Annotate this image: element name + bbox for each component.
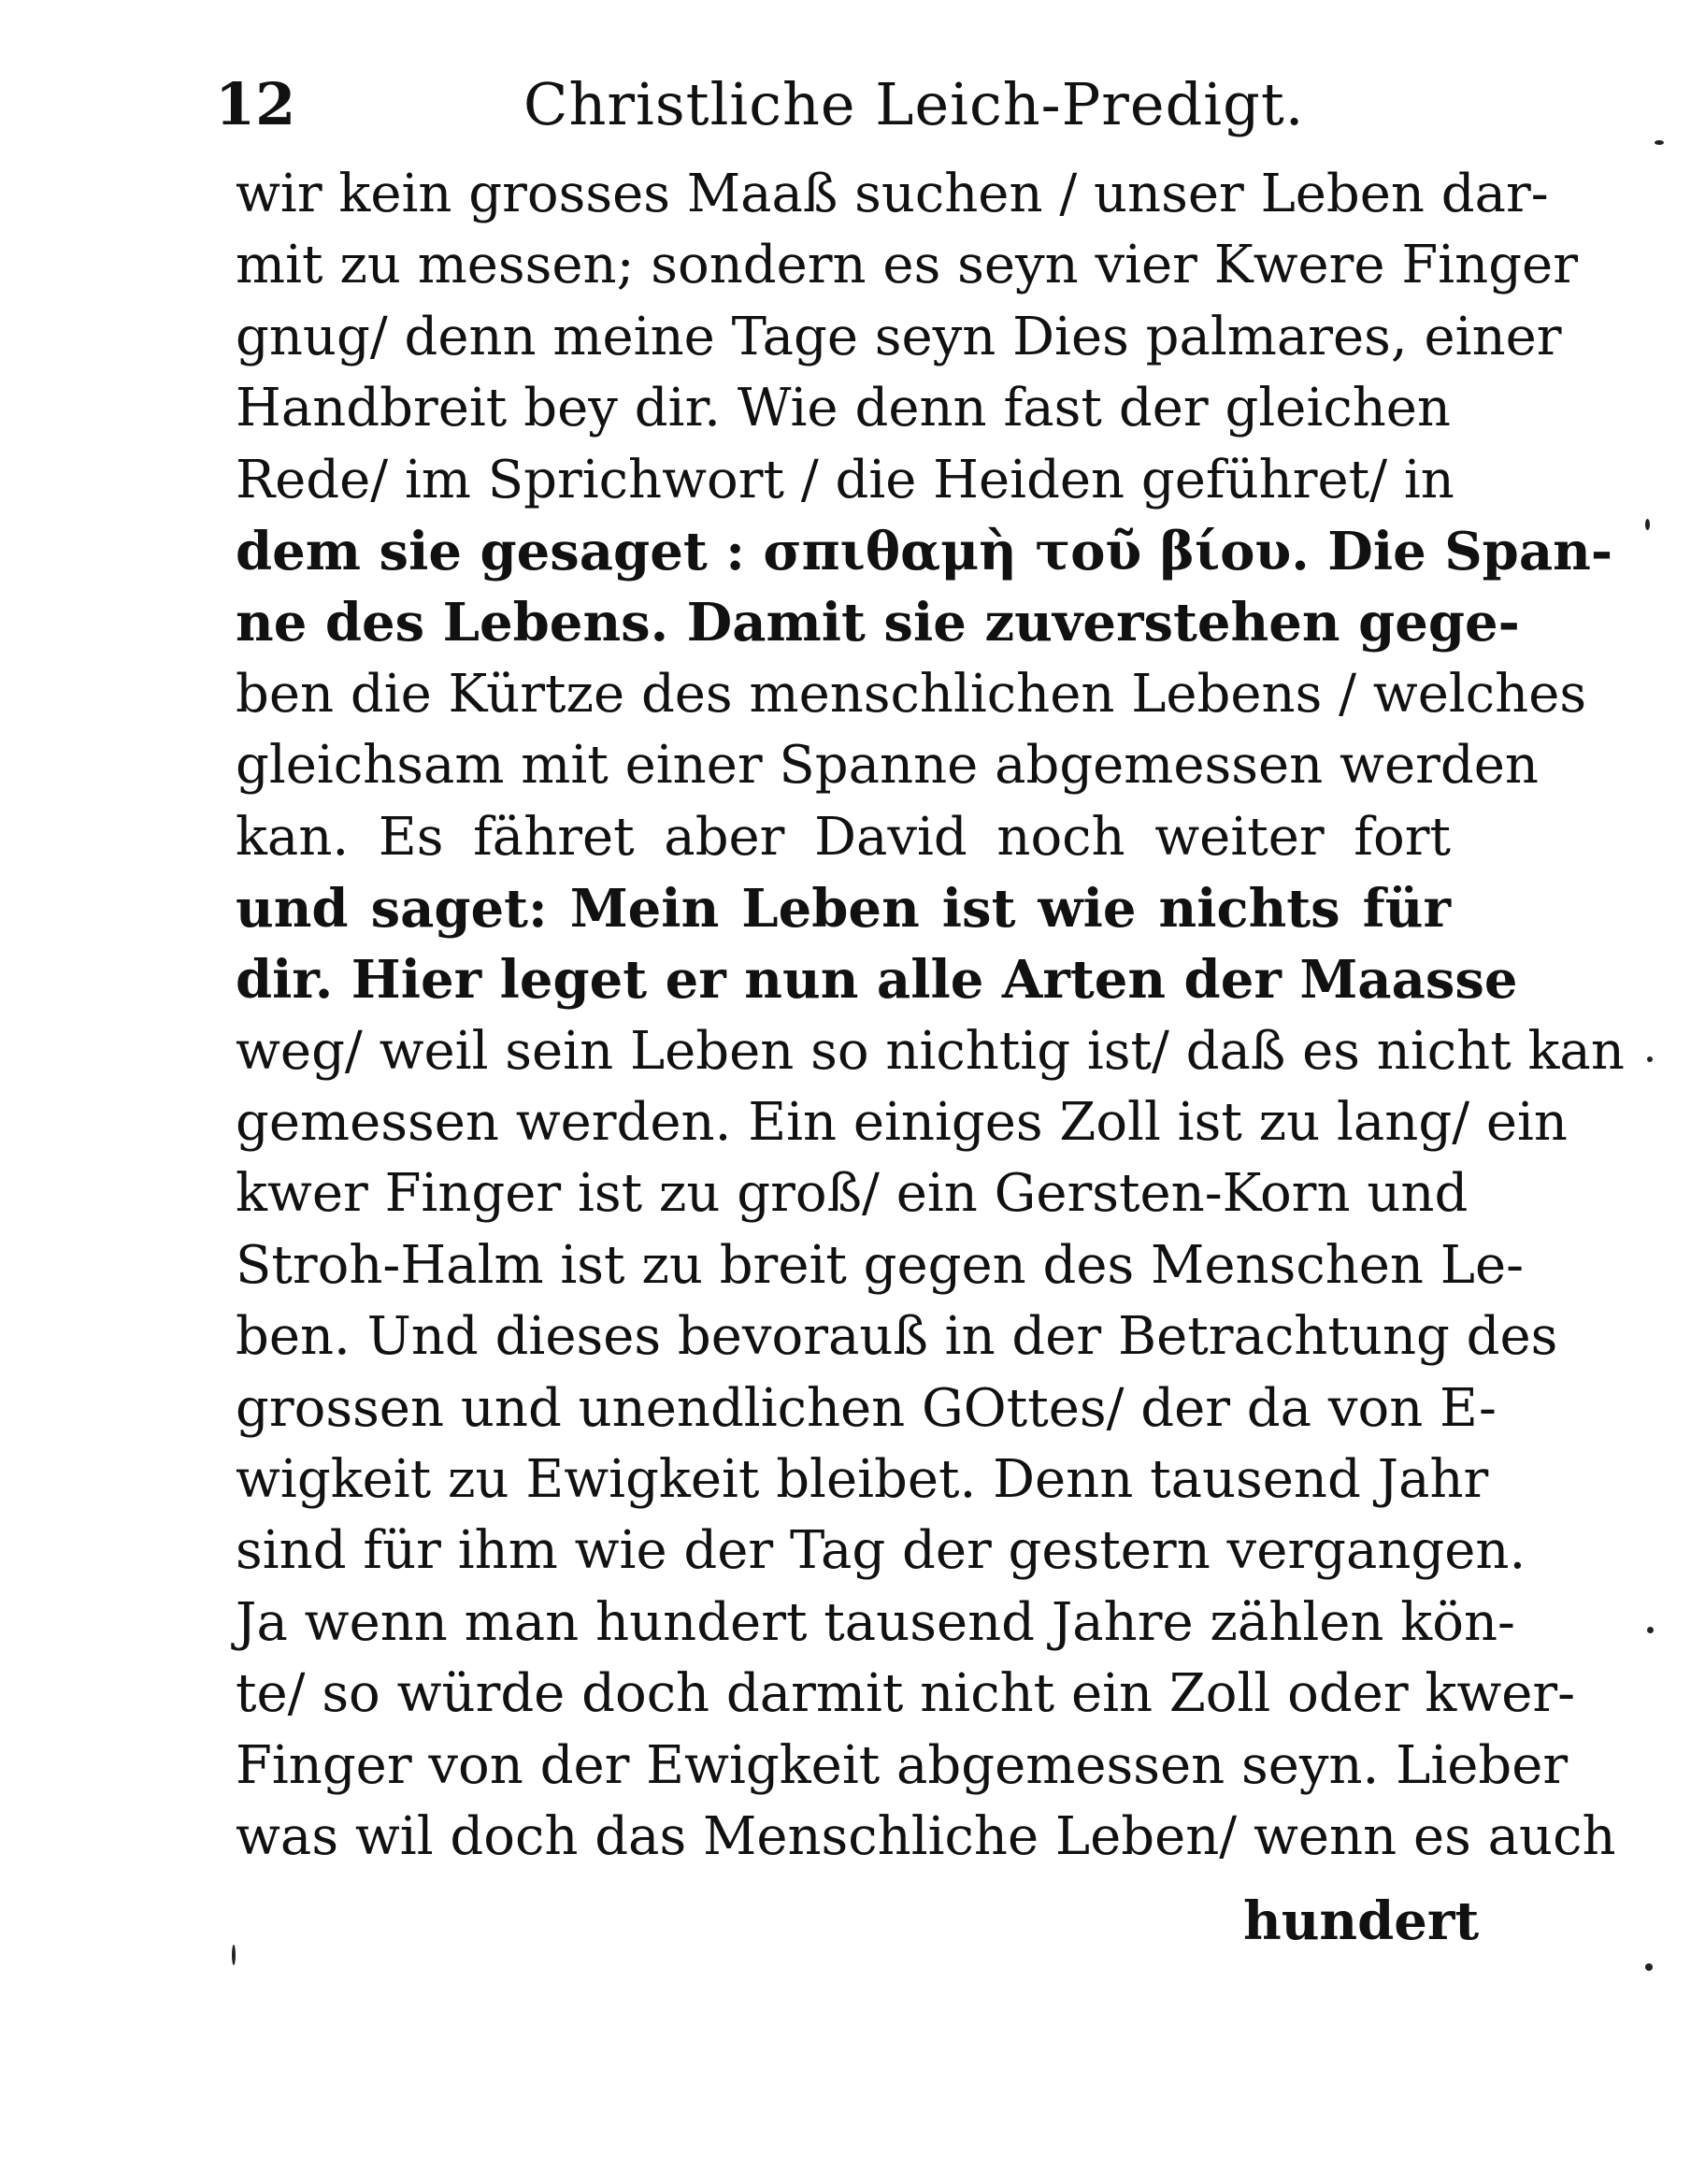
text-line: Handbreit bey dir. Wie denn fast der gleichen (236, 378, 1451, 439)
scan-speck (1655, 140, 1664, 145)
text-line: sind für ihm wie der Tag der gestern vergangen. (236, 1520, 1526, 1582)
text-line: gleichsam mit einer Spanne abgemessen werden (236, 735, 1539, 797)
text-line: ne des Lebens. Damit sie zuverstehen gege- (236, 592, 1520, 654)
text-line: wir kein grosses Maaß suchen / unser Leben dar- (236, 164, 1549, 224)
text-line: weg/ weil sein Leben so nichtig ist/ daß es nicht kan (236, 1020, 1625, 1082)
text-line: mit zu messen; sondern es seyn vier Kwere Finger (236, 235, 1578, 296)
text-line: ben die Kürtze des menschlichen Lebens / welches (236, 663, 1587, 725)
text-line: dem sie gesaget : σπιθαμὴ τοῦ βίου. Die Span- (236, 520, 1613, 582)
text-line: gnug/ denn meine Tage seyn Dies palmares, einer (236, 306, 1562, 367)
body-text (236, 159, 1625, 1873)
text-line: te/ so würde doch darmit nicht ein Zoll oder kwer- (236, 1663, 1576, 1725)
text-line: wigkeit zu Ewigkeit bleibet. Denn tausend Jahr (236, 1449, 1489, 1511)
text-line: ben. Und dieses bevorauß in der Betrachtung des (236, 1306, 1558, 1368)
text-line: Stroh-Halm ist zu breit gegen des Menschen Le- (236, 1234, 1525, 1296)
running-head (215, 58, 1449, 151)
catchword: hundert (1243, 1890, 1480, 1952)
scan-speck (1647, 1056, 1653, 1062)
text-line: dir. Hier leget er nun alle Arten der Maasse (236, 949, 1518, 1012)
scan-speck (1647, 1627, 1654, 1633)
running-title: Christliche Leich-Predigt. (523, 70, 1305, 138)
text-line: Rede/ im Sprichwort / die Heiden geführet/ in (236, 449, 1454, 510)
text-line: und saget: Mein Leben ist wie nichts für (236, 877, 1451, 940)
text-line: grossen und unendlichen GOttes/ der da von E- (236, 1377, 1497, 1439)
text-line: was wil doch das Menschliche Leben/ wenn es auch (236, 1805, 1616, 1867)
page-number: 12 (215, 70, 296, 138)
text-line: kan. Es fähret aber David noch weiter fort (236, 806, 1451, 868)
text-line: Finger von der Ewigkeit abgemessen seyn. Lieber (236, 1734, 1569, 1796)
scan-speck (232, 1945, 236, 1965)
text-line: kwer Finger ist zu groß/ ein Gersten-Korn und (236, 1163, 1469, 1225)
text-line: gemessen werden. Ein einiges Zoll ist zu lang/ ein (236, 1092, 1568, 1154)
scan-speck (1645, 1963, 1653, 1971)
text-line: Ja wenn man hundert tausend Jahre zählen kön- (236, 1591, 1515, 1653)
scan-speck (1645, 519, 1650, 530)
